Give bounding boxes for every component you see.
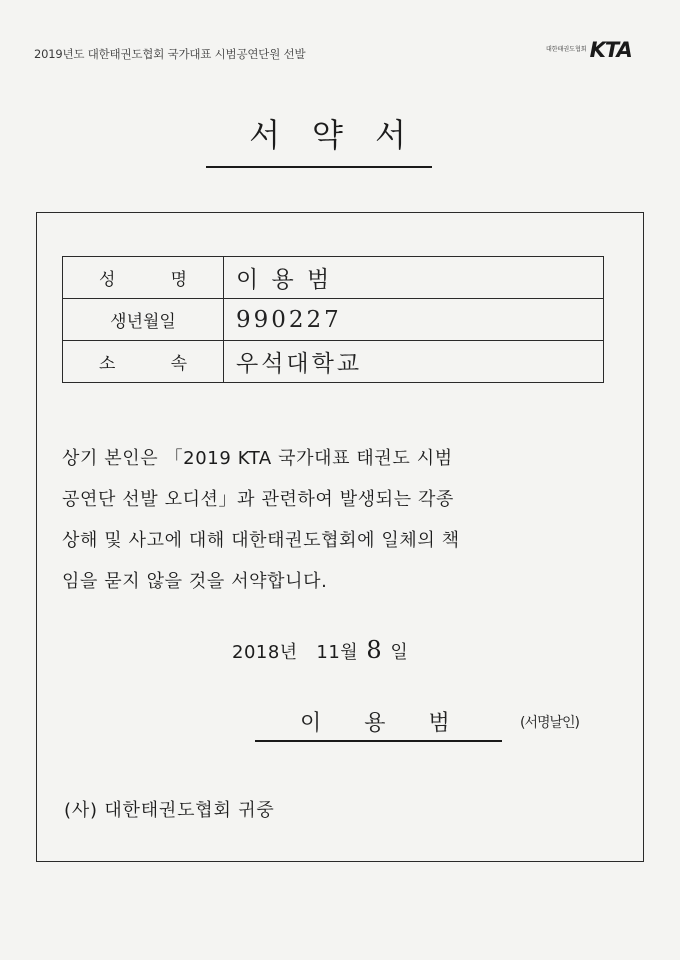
name-label: [63, 257, 224, 299]
recipient: (사) 대한태권도협회 귀중: [64, 800, 275, 821]
title-underline: [206, 166, 432, 168]
date-day: 8: [366, 636, 383, 664]
logo-mark: KTA: [589, 38, 632, 62]
personal-info-table: [62, 256, 604, 383]
logo-subtitle: 대한태권도협회: [546, 46, 587, 53]
seal-note: (서명날인): [520, 715, 580, 731]
date-year: 2018년: [232, 642, 298, 663]
date-day-suffix: 일: [390, 642, 409, 663]
date-month: 11월: [316, 642, 359, 663]
name-label-part: 명: [170, 270, 187, 290]
affiliation-label-part: 소: [99, 354, 116, 374]
birthdate-label: 생년월일: [63, 299, 224, 341]
table-row: [63, 341, 604, 383]
pledge-line: 상기 본인은 「2019 KTA 국가대표 태권도 시범: [62, 448, 453, 469]
signature-name: 이 용 범: [300, 711, 468, 736]
affiliation-label: [63, 341, 224, 383]
name-value: 이 용 범: [224, 257, 604, 299]
affiliation-label-part: 속: [170, 354, 187, 374]
birthdate-value: 990227: [224, 299, 604, 341]
table-row: [63, 299, 604, 341]
pledge-line: 임을 묻지 않을 것을 서약합니다.: [62, 571, 328, 592]
header-text: 2019년도 대한태권도협회 국가대표 시범공연단원 선발: [34, 47, 306, 61]
pledge-line: 공연단 선발 오디션」과 관련하여 발생되는 각종: [62, 489, 454, 510]
document-title: 서약서: [249, 116, 438, 154]
pledge-text: [62, 438, 622, 602]
pledge-line: 상해 및 사고에 대해 대한태권도협회에 일체의 책: [62, 530, 460, 551]
name-label-part: 성: [99, 270, 116, 290]
pledge-date: [232, 636, 408, 664]
signature-line: [255, 740, 502, 742]
kta-logo: [546, 36, 646, 64]
affiliation-value: 우석대학교: [224, 341, 604, 383]
table-row: [63, 257, 604, 299]
